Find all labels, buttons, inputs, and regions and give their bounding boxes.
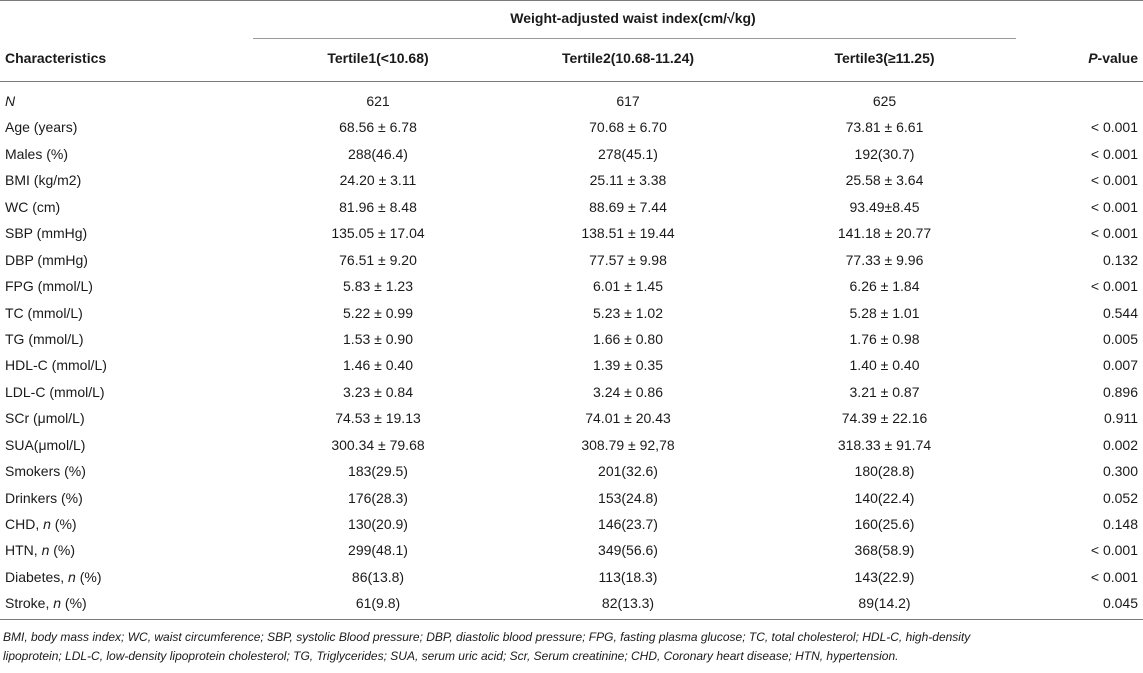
header-bottom-rule	[0, 81, 1143, 82]
row-label: TG (mmol/L)	[5, 330, 84, 347]
tertile2-cell: 1.39 ± 0.35	[593, 357, 663, 374]
tertile2-cell: 82(13.3)	[601, 595, 655, 612]
row-label: N	[5, 93, 16, 109]
table-row	[0, 407, 1143, 433]
table-row	[0, 513, 1143, 539]
table-footnote	[3, 628, 1133, 666]
p-value-cell: 0.002	[1102, 436, 1138, 453]
column-header-p-value	[1088, 50, 1138, 66]
tertile3-cell: 180(28.8)	[854, 463, 915, 480]
tertile3-cell: 5.28 ± 1.01	[849, 304, 920, 321]
p-value-cell: < 0.001	[1090, 198, 1138, 215]
tertile1-cell: 74.53 ± 19.13	[335, 410, 421, 427]
table-row	[0, 460, 1143, 486]
tertile3-cell: 1.76 ± 0.98	[849, 330, 920, 347]
p-value-cell: 0.300	[1102, 463, 1138, 480]
row-label: SUA(μmol/L)	[5, 436, 86, 453]
p-value-cell: 0.045	[1102, 595, 1138, 612]
row-label: HDL-C (mmol/L)	[5, 357, 107, 374]
table-row	[0, 302, 1143, 328]
tertile2-cell: 1.66 ± 0.80	[593, 330, 663, 347]
tertile3-cell: 625	[872, 93, 897, 109]
row-label: Diabetes, n (%)	[5, 568, 102, 585]
table-row	[0, 169, 1143, 195]
tertile2-cell: 77.57 ± 9.98	[589, 251, 667, 268]
table-row	[0, 381, 1143, 407]
p-value-cell: 0.148	[1102, 516, 1138, 532]
tertile3-cell: 141.18 ± 20.77	[837, 225, 932, 242]
tertile1-cell: 135.05 ± 17.04	[331, 225, 425, 242]
row-label: CHD, n (%)	[5, 516, 77, 532]
table-row	[0, 249, 1143, 275]
table-top-rule	[0, 0, 1143, 1]
p-value-cell: < 0.001	[1090, 542, 1138, 559]
tertile3-cell: 192(30.7)	[854, 145, 915, 162]
row-label: SCr (μmol/L)	[5, 410, 85, 427]
tertile3-cell: 93.49±8.45	[849, 198, 920, 215]
table-row	[0, 354, 1143, 380]
p-value-cell: 0.911	[1104, 410, 1138, 427]
tertile1-cell: 61(9.8)	[355, 595, 401, 612]
tertile3-cell: 73.81 ± 6.61	[845, 119, 924, 136]
tertile2-cell: 70.68 ± 6.70	[589, 119, 667, 136]
table-row	[0, 196, 1143, 222]
tertile1-cell: 288(46.4)	[348, 145, 408, 162]
p-value-cell: < 0.001	[1090, 172, 1138, 189]
row-label: LDL-C (mmol/L)	[5, 383, 105, 400]
tertile1-cell: 1.46 ± 0.40	[343, 357, 413, 374]
tertile3-cell: 140(22.4)	[854, 489, 915, 506]
tertile3-cell: 1.40 ± 0.40	[849, 357, 920, 374]
tertile3-cell: 318.33 ± 91.74	[837, 436, 932, 453]
tertile2-cell: 3.24 ± 0.86	[593, 383, 663, 400]
table-row	[0, 566, 1143, 592]
p-value-cell: < 0.001	[1090, 568, 1138, 585]
table-row	[0, 222, 1143, 248]
table-row	[0, 539, 1143, 565]
column-header-characteristics: Characteristics	[5, 50, 107, 66]
p-value-cell: 0.007	[1102, 357, 1138, 374]
table-row	[0, 487, 1143, 513]
row-label: Age (years)	[5, 119, 78, 136]
p-italic: P	[1088, 50, 1098, 66]
p-value-cell: < 0.001	[1090, 278, 1138, 295]
table-row	[0, 90, 1143, 116]
group-header: Weight-adjusted waist index(cm/√kg)	[510, 10, 756, 26]
row-label: Smokers (%)	[5, 463, 86, 480]
tertile3-cell: 74.39 ± 22.16	[841, 410, 928, 427]
tertile3-cell: 143(22.9)	[854, 568, 915, 585]
tertile2-cell: 6.01 ± 1.45	[593, 278, 663, 295]
tertile1-cell: 621	[366, 93, 390, 109]
tertile2-cell: 88.69 ± 7.44	[589, 198, 667, 215]
group-header-rule	[253, 38, 1016, 39]
p-value-cell: 0.896	[1102, 383, 1138, 400]
table-body	[0, 90, 1143, 619]
column-header-tertile1: Tertile1(<10.68)	[327, 50, 429, 66]
tertile3-cell: 3.21 ± 0.87	[849, 383, 920, 400]
column-header-tertile3: Tertile3(≥11.25)	[834, 50, 935, 66]
row-label: Males (%)	[5, 145, 69, 162]
p-value-cell: < 0.001	[1090, 145, 1138, 162]
tertile2-cell: 25.11 ± 3.38	[589, 172, 667, 189]
tertile2-cell: 153(24.8)	[598, 489, 658, 506]
tertile1-cell: 68.56 ± 6.78	[339, 119, 417, 136]
p-value-cell: < 0.001	[1090, 225, 1138, 242]
table-row	[0, 434, 1143, 460]
row-label: DBP (mmHg)	[5, 251, 88, 268]
column-header-tertile2: Tertile2(10.68-11.24)	[561, 50, 695, 66]
tertile1-cell: 5.83 ± 1.23	[343, 278, 413, 295]
row-label: Drinkers (%)	[5, 489, 83, 506]
table-row	[0, 275, 1143, 301]
tertile1-cell: 1.53 ± 0.90	[343, 330, 413, 347]
tertile1-cell: 76.51 ± 9.20	[339, 251, 417, 268]
tertile2-cell: 113(18.3)	[598, 568, 658, 585]
tertile2-cell: 278(45.1)	[598, 145, 658, 162]
tertile1-cell: 300.34 ± 79.68	[331, 436, 425, 453]
p-value-cell: 0.005	[1102, 330, 1138, 347]
row-label: FPG (mmol/L)	[5, 278, 93, 295]
p-value-cell: 0.132	[1102, 251, 1138, 268]
tertile3-cell: 77.33 ± 9.96	[845, 251, 924, 268]
tertile2-cell: 74.01 ± 20.43	[585, 410, 671, 427]
p-value-cell: 0.544	[1102, 304, 1138, 321]
p-value-cell: < 0.001	[1090, 119, 1138, 136]
tertile1-cell: 176(28.3)	[348, 489, 408, 506]
tertile1-cell: 81.96 ± 8.48	[339, 198, 417, 215]
tertile2-cell: 308.79 ± 92,78	[581, 436, 675, 453]
tertile2-cell: 201(32.6)	[598, 463, 658, 480]
tertile1-cell: 183(29.5)	[348, 463, 408, 480]
table-row	[0, 328, 1143, 354]
table-row	[0, 592, 1143, 618]
row-label: SBP (mmHg)	[5, 225, 88, 242]
row-label: TC (mmol/L)	[5, 304, 83, 321]
table-bottom-rule	[0, 619, 1143, 620]
p-value-cell: 0.052	[1102, 489, 1138, 506]
tertile3-cell: 6.26 ± 1.84	[849, 278, 920, 295]
tertile3-cell: 368(58.9)	[854, 542, 915, 559]
row-label: WC (cm)	[5, 198, 61, 215]
row-label: HTN, n (%)	[5, 542, 76, 559]
row-label: Stroke, n (%)	[5, 595, 87, 612]
tertile3-cell: 160(25.6)	[854, 516, 915, 532]
row-label: BMI (kg/m2)	[5, 172, 82, 189]
footnote-line-1: BMI, body mass index; WC, waist circumference; SBP, systolic Blood pressure; DBP, diastolic blood pressure; FPG, fasting plasma glucose; TC, total cholesterol; HDL-C, high-density	[3, 630, 971, 644]
tertile1-cell: 299(48.1)	[348, 542, 408, 559]
tertile1-cell: 130(20.9)	[348, 516, 408, 532]
tertile1-cell: 3.23 ± 0.84	[343, 383, 413, 400]
footnote-line-2: lipoprotein; LDL-C, low-density lipoprotein cholesterol; TG, Triglycerides; SUA, serum uric acid; Scr, Serum creatinine; CHD, Coronary heart disease; HTN, hypertension.	[3, 649, 899, 663]
tertile3-cell: 25.58 ± 3.64	[845, 172, 924, 189]
tertile2-cell: 349(56.6)	[598, 542, 658, 559]
p-suffix: -value	[1097, 50, 1138, 66]
tertile2-cell: 5.23 ± 1.02	[593, 304, 663, 321]
tertile2-cell: 138.51 ± 19.44	[581, 225, 675, 242]
tertile1-cell: 86(13.8)	[351, 568, 405, 585]
tertile2-cell: 146(23.7)	[598, 516, 658, 532]
tertile2-cell: 617	[616, 93, 640, 109]
tertile3-cell: 89(14.2)	[858, 595, 911, 612]
tertile1-cell: 24.20 ± 3.11	[339, 172, 417, 189]
table-row	[0, 143, 1143, 169]
tertile1-cell: 5.22 ± 0.99	[343, 304, 413, 321]
table-row	[0, 116, 1143, 142]
